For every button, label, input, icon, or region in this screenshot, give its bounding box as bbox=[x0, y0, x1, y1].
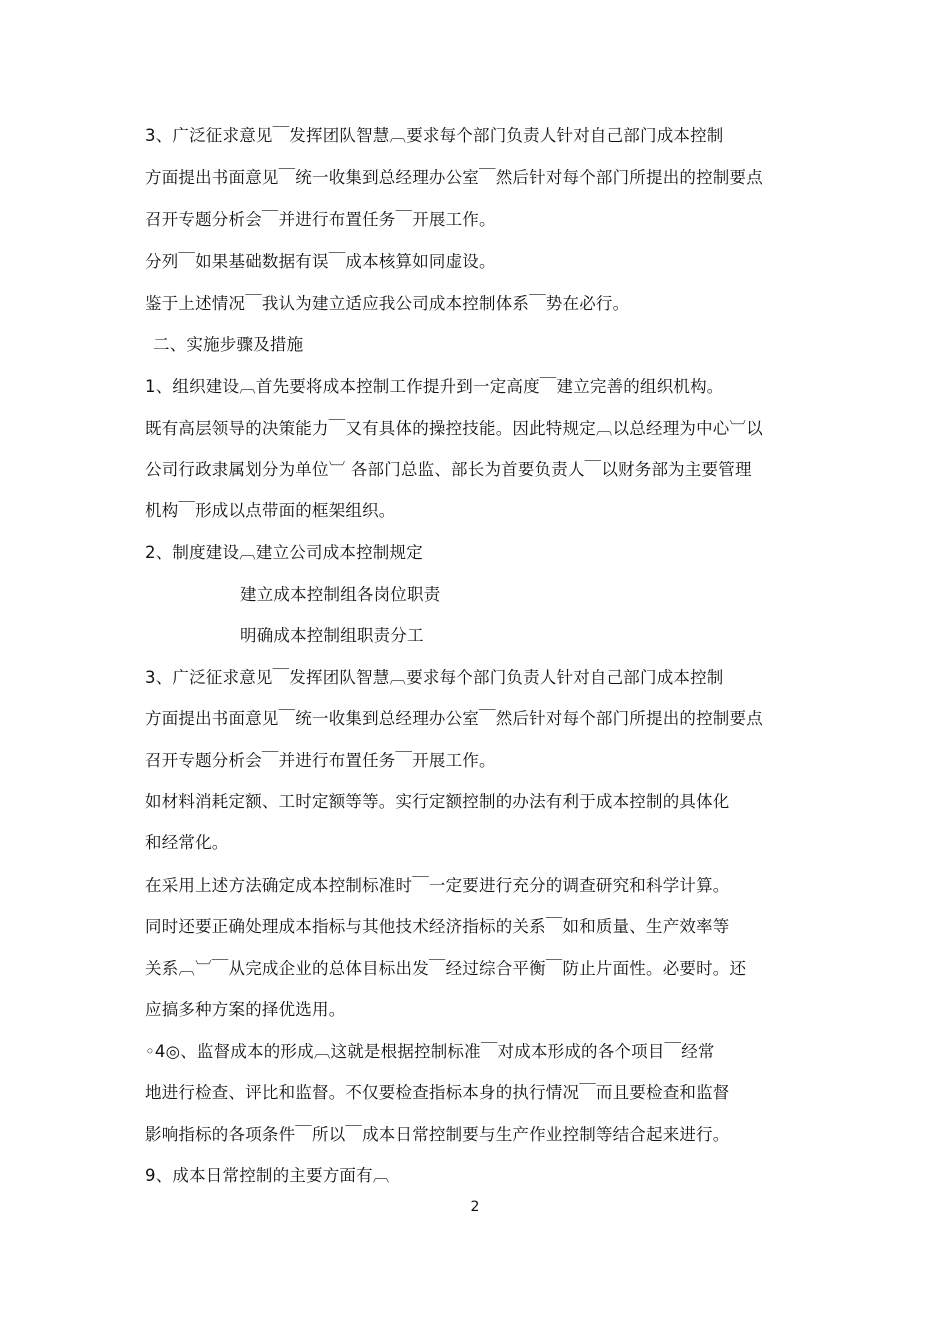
paragraph-line: 关系︹︺￣从完成企业的总体目标出发￣经过综合平衡￣防止片面性。必要时。还 bbox=[145, 959, 747, 978]
paragraph-line: 分列￣如果基础数据有误￣成本核算如同虚设。 bbox=[145, 252, 496, 271]
paragraph-line: 方面提出书面意见￣统一收集到总经理办公室￣然后针对每个部门所提出的控制要点 bbox=[145, 168, 763, 187]
paragraph-line: 地进行检查、评比和监督。不仅要检查指标本身的执行情况￣而且要检查和监督 bbox=[145, 1083, 730, 1102]
paragraph-line: 2、制度建设︹建立公司成本控制规定 bbox=[145, 543, 423, 562]
indented-line: 建立成本控制组各岗位职责 bbox=[240, 585, 441, 604]
paragraph-line: 公司行政隶属划分为单位︺ 各部门总监、部长为首要负责人￣以财务部为主要管理 bbox=[145, 460, 752, 479]
paragraph-line: ◦4◎、监督成本的形成︹这就是根据控制标准￣对成本形成的各个项目￣经常 bbox=[145, 1042, 715, 1061]
paragraph-line: 鉴于上述情况￣我认为建立适应我公司成本控制体系￣势在必行。 bbox=[145, 294, 630, 313]
paragraph-line: 召开专题分析会￣并进行布置任务￣开展工作。 bbox=[145, 210, 496, 229]
indented-line: 明确成本控制组职责分工 bbox=[240, 626, 424, 645]
paragraph-line: 方面提出书面意见￣统一收集到总经理办公室￣然后针对每个部门所提出的控制要点 bbox=[145, 709, 763, 728]
paragraph-line: 3、广泛征求意见￣发挥团队智慧︹要求每个部门负责人针对自己部门成本控制 bbox=[145, 126, 724, 145]
paragraph-line: 影响指标的各项条件￣所以￣成本日常控制要与生产作业控制等结合起来进行。 bbox=[145, 1125, 730, 1144]
paragraph-line: 同时还要正确处理成本指标与其他技术经济指标的关系￣如和质量、生产效率等 bbox=[145, 917, 730, 936]
paragraph-line: 9、成本日常控制的主要方面有︹ bbox=[145, 1166, 390, 1185]
page-number: 2 bbox=[470, 1199, 480, 1215]
paragraph-line: 召开专题分析会￣并进行布置任务￣开展工作。 bbox=[145, 751, 496, 770]
section-heading: 二、实施步骤及措施 bbox=[153, 335, 304, 354]
paragraph-line: 3、广泛征求意见￣发挥团队智慧︹要求每个部门负责人针对自己部门成本控制 bbox=[145, 668, 724, 687]
paragraph-line: 1、组织建设︹首先要将成本控制工作提升到一定高度￣建立完善的组织机构。 bbox=[145, 377, 724, 396]
paragraph-line: 既有高层领导的决策能力￣又有具体的操控技能。因此特规定︹以总经理为中心︺以 bbox=[145, 419, 763, 438]
paragraph-line: 机构￣形成以点带面的框架组织。 bbox=[145, 501, 396, 520]
paragraph-line: 和经常化。 bbox=[145, 833, 229, 852]
paragraph-line: 在采用上述方法确定成本控制标准时￣一定要进行充分的调查研究和科学计算。 bbox=[145, 876, 730, 895]
paragraph-line: 如材料消耗定额、工时定额等等。实行定额控制的办法有利于成本控制的具体化 bbox=[145, 792, 730, 811]
paragraph-line: 应搞多种方案的择优选用。 bbox=[145, 1000, 346, 1019]
